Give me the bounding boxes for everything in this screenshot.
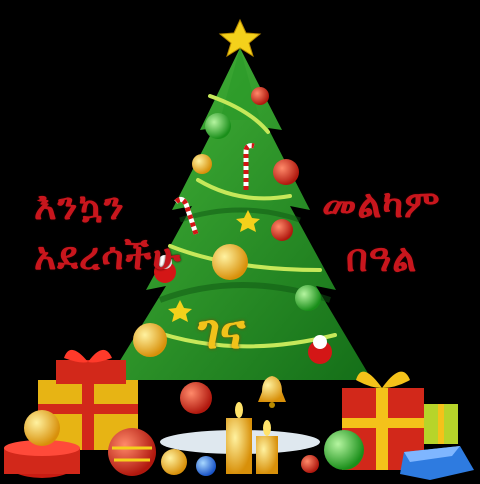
greeting-right-line2: በዓል xyxy=(346,235,418,280)
greeting-center-word: ገና xyxy=(198,304,246,360)
greeting-left-line2: አደረሳችሁ xyxy=(34,233,182,278)
greeting-right-line1: መልካም xyxy=(322,181,441,226)
greeting-left-line1: እንኳን xyxy=(34,183,125,228)
